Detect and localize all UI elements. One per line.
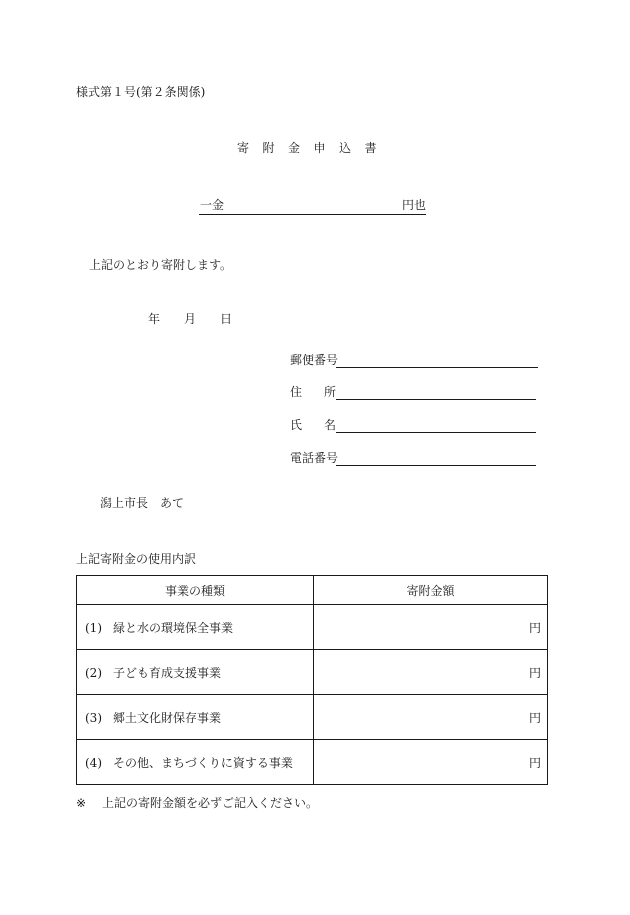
document-title: 寄附金申込書 [237, 141, 391, 155]
phone-input-line[interactable] [336, 465, 536, 466]
project-name: 子ども育成支援事業 [113, 665, 222, 680]
amount-unit: 円 [528, 665, 541, 680]
postal-code-input-line[interactable] [336, 367, 538, 368]
donation-amount-header: 寄附金額 [314, 576, 548, 605]
table-header-row [77, 576, 548, 605]
amount-cell[interactable] [314, 740, 548, 785]
date-month-label: 月 [184, 312, 197, 326]
amount-unit: 円 [528, 620, 541, 635]
project-name: 緑と水の環境保全事業 [113, 620, 234, 635]
project-number: (4) [85, 755, 102, 770]
phone-label: 電話番号 [290, 451, 339, 465]
name-label: 氏名 [290, 418, 336, 432]
postal-code-label: 郵便番号 [290, 353, 339, 367]
project-cell [77, 740, 314, 785]
usage-breakdown-caption: 上記寄附金の使用内訳 [76, 552, 197, 566]
amount-unit: 円 [528, 755, 541, 770]
amount-suffix: 円也 [401, 198, 426, 212]
project-number: (1) [85, 620, 102, 635]
amount-cell[interactable] [314, 695, 548, 740]
amount-cell[interactable] [314, 605, 548, 650]
name-input-line[interactable] [336, 432, 536, 433]
project-name: 郷土文化財保存事業 [113, 710, 222, 725]
footnote [76, 797, 318, 809]
amount-cell[interactable] [314, 650, 548, 695]
address-label: 住所 [290, 385, 336, 399]
table-row [77, 650, 548, 695]
project-cell [77, 650, 314, 695]
project-type-header: 事業の種類 [77, 576, 314, 605]
note-mark: ※ [76, 796, 87, 810]
project-cell [77, 695, 314, 740]
donation-statement: 上記のとおり寄附します。 [89, 258, 233, 272]
date-day-label: 日 [220, 312, 233, 326]
date-year-label: 年 [148, 312, 161, 326]
donation-amount-line[interactable] [199, 199, 426, 215]
project-number: (2) [85, 665, 102, 680]
project-cell [77, 605, 314, 650]
addressee: 潟上市長 あて [100, 496, 185, 510]
amount-unit: 円 [528, 710, 541, 725]
usage-breakdown-table [76, 575, 548, 785]
table-row [77, 605, 548, 650]
form-number: 様式第１号(第２条関係) [76, 85, 206, 99]
project-name: その他、まちづくりに資する事業 [113, 755, 293, 770]
address-input-line[interactable] [336, 399, 536, 400]
project-number: (3) [85, 710, 102, 725]
amount-prefix: 一金 [200, 198, 225, 212]
table-row [77, 695, 548, 740]
table-row [77, 740, 548, 785]
note-text: 上記の寄附金額を必ずご記入ください。 [102, 796, 319, 810]
